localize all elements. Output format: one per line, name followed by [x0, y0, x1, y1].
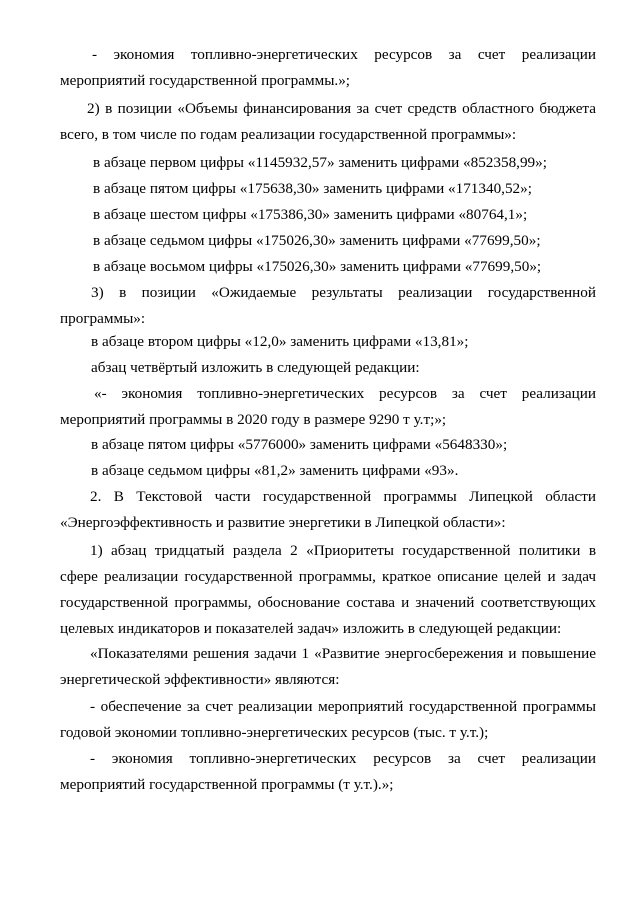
paragraph-2-line-2: всего, в том числе по годам реализации государственной программы»: [60, 126, 517, 143]
paragraph-2 [60, 96, 596, 148]
paragraph-4 [60, 176, 596, 202]
paragraph-15-line-1: 1) абзац тридцатый раздела 2 «Приоритеты государственной политики в [90, 542, 596, 559]
paragraph-14 [60, 484, 596, 536]
paragraph-8-line-2: программы»: [60, 310, 146, 327]
paragraph-16-line-2: энергетической эффективности» являются: [60, 671, 340, 688]
paragraph-8-line-1: 3) в позиции «Ожидаемые результаты реализации государственной [91, 284, 596, 301]
paragraph-13-line-1: в абзаце седьмом цифры «81,2» заменить цифрами «93». [91, 462, 459, 479]
paragraph-14-line-2: «Энергоэффективность и развитие энергетики в Липецкой области»: [60, 514, 506, 531]
paragraph-18-line-2: мероприятий государственной программы (т у.т.).»; [60, 776, 394, 793]
paragraph-10-line-1: абзац четвёртый изложить в следующей редакции: [91, 359, 420, 376]
paragraph-15 [60, 538, 596, 642]
paragraph-8 [60, 280, 596, 332]
paragraph-17-line-2: годовой экономии топливно-энергетических ресурсов (тыс. т у.т.); [60, 724, 489, 741]
paragraph-2-line-1: 2) в позиции «Объемы финансирования за счет средств областного бюджета [87, 100, 596, 117]
paragraph-9-line-1: в абзаце втором цифры «12,0» заменить цифрами «13,81»; [91, 333, 469, 350]
paragraph-11-line-2: мероприятий программы в 2020 году в размере 9290 т у.т;»; [60, 411, 447, 428]
paragraph-6-line-1: в абзаце седьмом цифры «175026,30» заменить цифрами «77699,50»; [93, 232, 541, 249]
paragraph-12-line-1: в абзаце пятом цифры «5776000» заменить цифрами «5648330»; [91, 436, 508, 453]
paragraph-1-line-2: мероприятий государственной программы.»; [60, 72, 351, 89]
paragraph-18 [60, 746, 596, 798]
paragraph-9 [60, 329, 596, 355]
paragraph-14-line-1: 2. В Текстовой части государственной программы Липецкой области [90, 488, 596, 505]
paragraph-11 [60, 381, 596, 433]
paragraph-5 [60, 202, 596, 228]
paragraph-5-line-1: в абзаце шестом цифры «175386,30» заменить цифрами «80764,1»; [93, 206, 528, 223]
paragraph-4-line-1: в абзаце пятом цифры «175638,30» заменить цифрами «171340,52»; [93, 180, 532, 197]
paragraph-3-line-1: в абзаце первом цифры «1145932,57» заменить цифрами «852358,99»; [93, 154, 547, 171]
paragraph-6 [60, 228, 596, 254]
paragraph-17 [60, 694, 596, 746]
paragraph-7-line-1: в абзаце восьмом цифры «175026,30» заменить цифрами «77699,50»; [93, 258, 542, 275]
paragraph-7 [60, 254, 596, 280]
paragraph-1 [60, 42, 596, 94]
paragraph-10 [60, 355, 596, 381]
paragraph-16 [60, 641, 596, 693]
paragraph-12 [60, 432, 596, 458]
paragraph-16-line-1: «Показателями решения задачи 1 «Развитие энергосбережения и повышение [90, 645, 596, 662]
paragraph-15-line-2: сфере реализации государственной программы, краткое описание целей и задач [60, 568, 596, 585]
paragraph-18-line-1: - экономия топливно-энергетических ресурсов за счет реализации [90, 750, 596, 767]
paragraph-17-line-1: - обеспечение за счет реализации мероприятий государственной программы [90, 698, 596, 715]
paragraph-11-line-1: «- экономия топливно-энергетических ресурсов за счет реализации [94, 385, 596, 402]
paragraph-1-line-1: - экономия топливно-энергетических ресурсов за счет реализации [92, 46, 596, 63]
paragraph-13 [60, 458, 596, 484]
paragraph-15-line-3: государственной программы, обоснование состава и значений соответствующих [60, 594, 596, 611]
paragraph-3 [60, 150, 596, 176]
paragraph-15-line-4: целевых индикаторов и показателей задач» изложить в следующей редакции: [60, 620, 562, 637]
